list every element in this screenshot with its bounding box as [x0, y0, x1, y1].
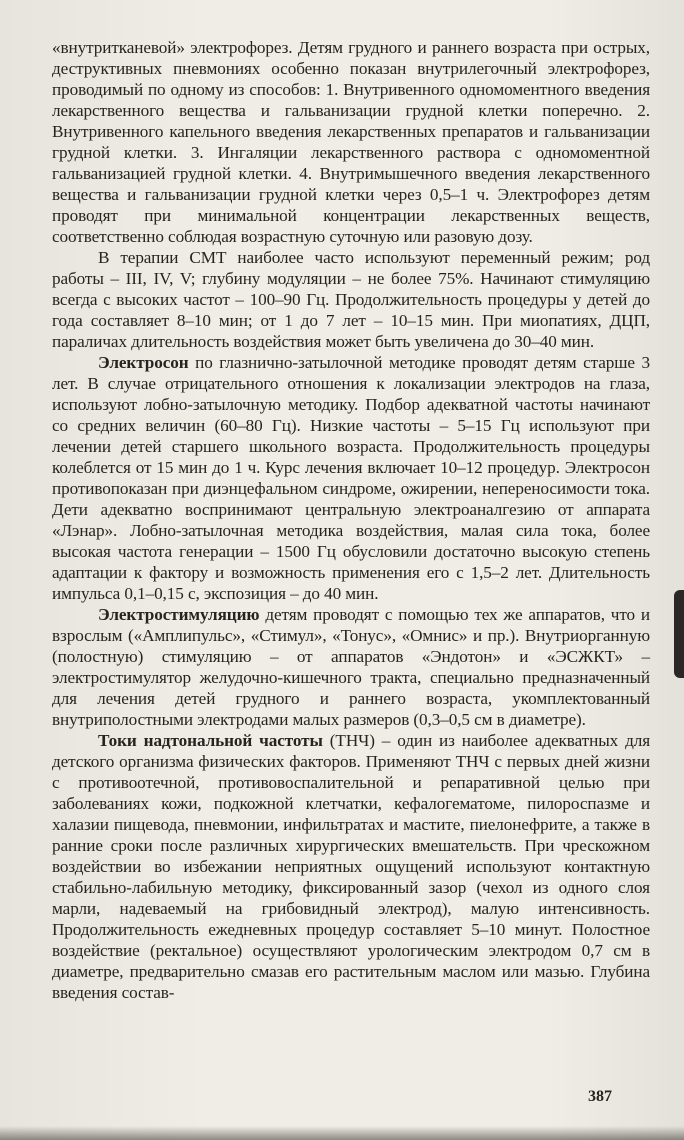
paragraph-text: детям проводят с помощью тех же аппаратов, что и взрослым («Амплипульс», «Стимул», «Тонус», «Омнис» и пр.). Внутриорганную (полостную) стимуляцию – от аппаратов «Эндотон» и «ЭСЖКТ» – электростимулятор желудочно-кишечного тракта, специально предназначенный для лечения детей грудного и раннего возраста, укомплектованный внутриполостными электродами малых размеров (0,3–0,5 см в диаметре). — [52, 605, 650, 729]
paragraph-4 — [52, 604, 650, 730]
paragraph-text: В терапии СМТ наиболее часто используют переменный режим; род работы – III, IV, V; глубину модуляции – не более 75%. Начинают стимуляцию всегда с высоких частот – 100–90 Гц. Продолжительность процедуры у детей до года составляет 8–10 мин; от 1 до 7 лет – 10–15 мин. При миопатиях, ДЦП, параличах длительность воздействия может быть увеличена до 30–40 мин. — [52, 248, 650, 351]
paragraph-3 — [52, 352, 650, 604]
paragraph-2 — [52, 247, 650, 352]
term-heading: Токи надтональной частоты — [98, 731, 323, 750]
term-heading: Электростимуляцию — [98, 605, 260, 624]
page-edge-tab — [674, 590, 684, 678]
paragraph-text: по глазнично-затылочной методике проводят детям старше 3 лет. В случае отрицательного отношения к локализации электродов на глаза, используют лобно-затылочную методику. Подбор адекватной частоты начинают со средних величин (60–80 Гц). Низкие частоты – 5–15 Гц используют при лечении детей старшего школьного возраста. Продолжительность процедуры колеблется от 15 мин до 1 ч. Курс лечения включает 10–12 процедур. Электросон противопоказан при диэнцефальном синдроме, ожирении, непереносимости тока. Дети адекватно воспринимают центральную электроаналгезию от аппарата «Лэнар». Лобно-затылочная методика воздействия, малая сила тока, более высокая частота генерации – 1500 Гц обусловили достаточно высокую степень адаптации к фактору и возможность применения его с 1,5–2 лет. Длительность импульса 0,1–0,15 с, экспозиция – до 40 мин. — [52, 353, 650, 603]
body-text — [52, 37, 650, 1003]
bottom-shadow — [0, 1126, 684, 1140]
paragraph-text: (ТНЧ) – один из наиболее адекватных для детского организма физических факторов. Применяют ТНЧ с первых дней жизни с противоотечной, противовоспалительной и репаративной целью при заболеваниях кожи, подкожной клетчатки, кефалогематоме, пилороспазме и халазии пищевода, пневмонии, инфильтратах и мастите, пиелонефрите, а также в ранние сроки после различных хирургических вмешательств. При чрескожном воздействии во избежании неприятных ощущений используют контактную стабильно-лабильную методику, фиксированный зазор (чехол из одного слоя марли, надеваемый на грибовидный электрод), малую интенсивность. Продолжительность ежедневных процедур составляет 5–10 минут. Полостное воздействие (ректальное) осуществляют урологическим электродом 0,7 см в диаметре, предварительно смазав его растительным маслом или мазью. Глубина введения состав- — [52, 731, 651, 1002]
paragraph-1 — [52, 37, 650, 247]
paragraph-5 — [52, 730, 650, 1003]
page-number: 387 — [588, 1088, 612, 1105]
term-heading: Электросон — [98, 353, 189, 372]
paragraph-text: «внутритканевой» электрофорез. Детям грудного и раннего возраста при острых, деструктивных пневмониях особенно показан внутрилегочный электрофорез, проводимый по одному из способов: 1. Внутривенного одномоментного введения лекарственного вещества и гальванизации грудной клетки поперечно. 2. Внутривенного капельного введения лекарственных препаратов и гальванизации грудной клетки. 3. Ингаляции лекарственного раствора с одномоментной гальванизацией грудной клетки. 4. Внутримышечного введения лекарственного вещества и гальванизации грудной клетки через 0,5–1 ч. Электрофорез детям проводят при минимальной концентрации лекарственных веществ, соответственно соблюдая возрастную суточную или разовую дозу. — [52, 38, 650, 246]
